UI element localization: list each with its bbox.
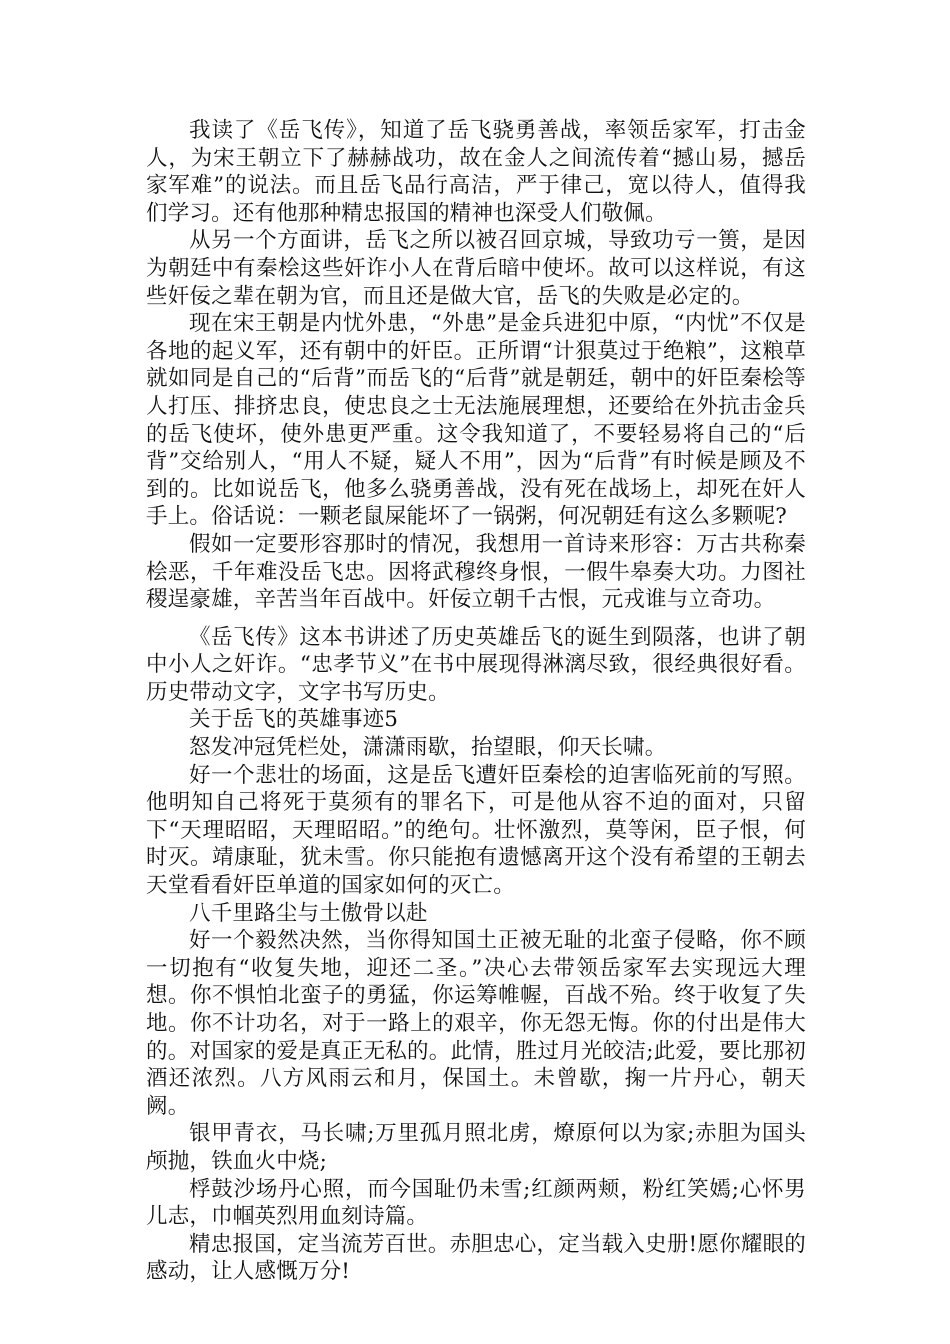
paragraph-6: 好一个悲壮的场面，这是岳飞遭奸臣秦桧的迫害临死前的写照。他明知自己将死于莫须有的罪名下，可是他从容不迫的面对，只留下“天理昭昭，天理昭昭。”的绝句。壮怀激烈，莫等闲，臣子恨，何时灭。靖康耻，犹未雪。你只能抱有遗憾离开这个没有希望的王朝去天堂看看奸臣单道的国家如何的灭亡。	[146, 762, 806, 899]
section-heading: 关于岳飞的英雄事迹5	[189, 707, 399, 733]
document-body	[146, 117, 806, 1286]
poem-line-1: 怒发冲冠凭栏处，潇潇雨歇，抬望眼，仰天长啸。	[189, 735, 667, 761]
paragraph-7: 好一个毅然决然，当你得知国土正被无耻的北蛮子侵略，你不顾一切抱有“收复失地，迎还二圣。”决心去带领岳家军去实现远大理想。你不惧怕北蛮子的勇猛，你运筹帷幄，百战不殆。终于收复了失地。你不计功名，对于一路上的艰辛，你无怨无悔。你的付出是伟大的。对国家的爱是真正无私的。此情，胜过月光皎洁;此爱，要比那初酒还浓烈。八方风雨云和月，保国土。未曾歇，掬一片丹心，朝天阙。	[146, 928, 806, 1119]
paragraph-1: 我读了《岳飞传》，知道了岳飞骁勇善战，率领岳家军，打击金人，为宋王朝立下了赫赫战功，故在金人之间流传着“撼山易，撼岳家军难”的说法。而且岳飞品行高洁，严于律己，宽以待人，值得我们学习。还有他那种精忠报国的精神也深受人们敬佩。	[146, 118, 806, 226]
paragraph-10: 精忠报国，定当流芳百世。赤胆忠心，定当载入史册!愿你耀眼的感动，让人感慨万分!	[146, 1231, 806, 1285]
paragraph-8: 银甲青衣，马长啸;万里孤月照北虏，燎原何以为家;赤胆为国头颅抛，铁血火中烧;	[146, 1121, 806, 1174]
paragraph-3: 现在宋王朝是内忧外患，“外患”是金兵进犯中原，“内忧”不仅是各地的起义军，还有朝中的奸臣。正所谓“计狠莫过于绝粮”，这粮草就如同是自己的“后背”而岳飞的“后背”就是朝廷，朝中的奸臣秦桧等人打压、排挤忠良，使忠良之士无法施展理想，还要给在外抗击金兵的岳飞使坏，使外患更严重。这令我知道了，不要轻易将自己的“后背”交给别人，“用人不疑，疑人不用”，因为“后背”有时候是顾及不到的。比如说岳飞，他多么骁勇善战，没有死在战场上，却死在奸人手上。俗话说：一颗老鼠屎能坏了一锅粥，何况朝廷有这么多颗呢?	[146, 311, 806, 530]
paragraph-5: 《岳飞传》这本书讲述了历史英雄岳飞的诞生到陨落，也讲了朝中小人之奸诈。“忠孝节义”在书中展现得淋漓尽致，很经典很好看。历史带动文字，文字书写历史。	[146, 624, 806, 705]
paragraph-9: 桴鼓沙场丹心照，而今国耻仍未雪;红颜两颊，粉红笑嫣;心怀男儿志，巾帼英烈用血刻诗篇。	[146, 1176, 806, 1230]
paragraph-2: 从另一个方面讲，岳飞之所以被召回京城，导致功亏一篑，是因为朝廷中有秦桧这些奸诈小人在背后暗中使坏。故可以这样说，有这些奸佞之辈在朝为官，而且还是做大官，岳飞的失败是必定的。	[146, 228, 806, 309]
poem-line-2: 八千里路尘与土傲骨以赴	[189, 900, 428, 926]
paragraph-4: 假如一定要形容那时的情况，我想用一首诗来形容：万古共称秦桧恶，千年难没岳飞忠。因将武穆终身恨，一假牛皋奏大功。力图社稷逞豪雄，辛苦当年百战中。奸佞立朝千古恨，元戎谁与立奇功。	[146, 531, 806, 613]
